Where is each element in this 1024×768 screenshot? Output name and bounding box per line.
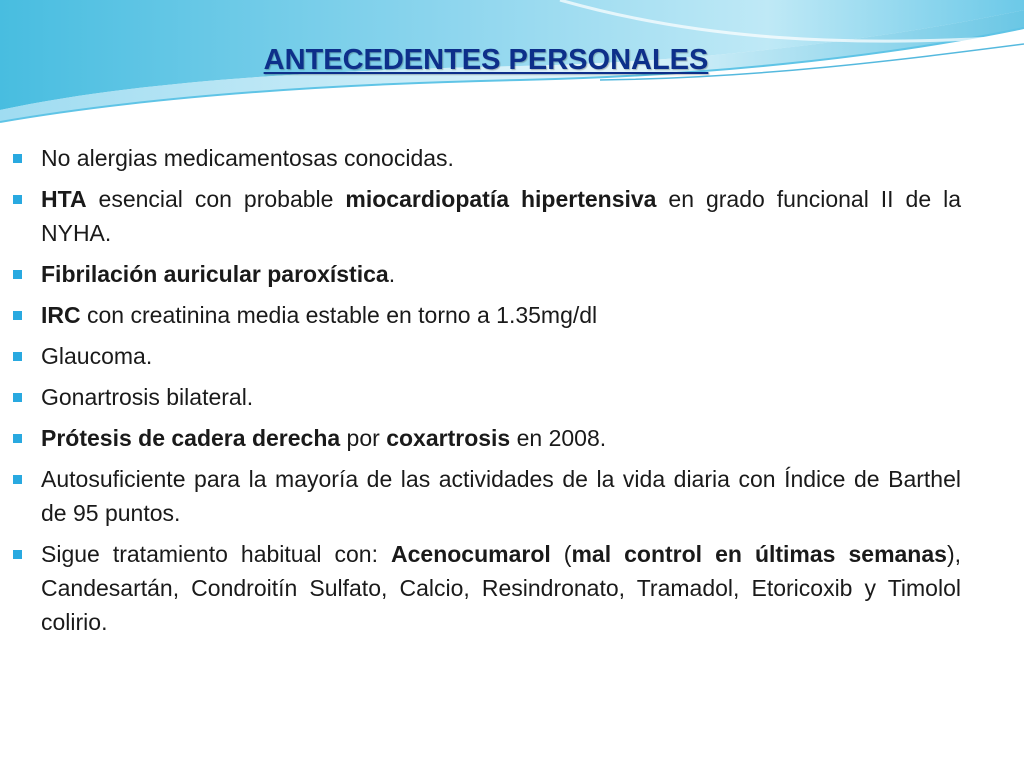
bullet-text-bold: HTA: [41, 186, 87, 212]
bullet-item: [13, 257, 961, 291]
slide-title: ANTECEDENTES PERSONALES: [263, 44, 709, 76]
bullet-text: Autosuficiente para la mayoría de las actividades de la vida diaria con Índice de Barthel de 95 puntos.: [41, 466, 961, 526]
bullet-text-bold: Prótesis de cadera derecha: [41, 425, 341, 451]
square-bullet-icon: [13, 195, 22, 204]
bullet-text: No alergias medicamentosas conocidas.: [41, 145, 454, 171]
bullet-item: [13, 141, 961, 175]
bullet-text: en 2008.: [510, 425, 607, 451]
bullet-item: [13, 421, 961, 455]
bullet-text-bold: mal control en últimas semanas: [571, 541, 947, 567]
bullet-text: esencial con probable: [86, 186, 346, 212]
bullet-text: Gonartrosis bilateral.: [41, 384, 254, 410]
bullet-text: Sigue tratamiento habitual con:: [41, 541, 392, 567]
square-bullet-icon: [13, 270, 22, 279]
square-bullet-icon: [13, 434, 22, 443]
square-bullet-icon: [13, 475, 22, 484]
bullet-text-bold: IRC: [41, 302, 81, 328]
square-bullet-icon: [13, 550, 22, 559]
square-bullet-icon: [13, 352, 22, 361]
bullet-text-bold: miocardiopatía hipertensiva: [345, 186, 657, 212]
bullet-item: [13, 298, 961, 332]
bullet-text-bold: coxartrosis: [386, 425, 511, 451]
bullet-text-bold: Fibrilación auricular paroxística: [41, 261, 389, 287]
bullet-item: [13, 537, 961, 639]
bullet-text: .: [388, 261, 396, 287]
bullet-text: con creatinina media estable en torno a 1.35mg/dl: [80, 302, 598, 328]
bullet-text: Glaucoma.: [41, 343, 153, 369]
bullet-list: [13, 141, 961, 646]
square-bullet-icon: [13, 154, 22, 163]
bullet-text: por: [340, 425, 387, 451]
square-bullet-icon: [13, 393, 22, 402]
bullet-text: (: [550, 541, 572, 567]
bullet-text: ), Candesartán, Condroitín Sulfato, Calcio, Resindronato, Tramadol, Etoricoxib y Timolol colirio.: [41, 541, 962, 635]
bullet-item: [13, 339, 961, 373]
bullet-item: [13, 182, 961, 250]
bullet-text: en grado funcional II de la NYHA.: [41, 186, 961, 246]
bullet-item: [13, 462, 961, 530]
bullet-item: [13, 380, 961, 414]
square-bullet-icon: [13, 311, 22, 320]
bullet-text-bold: Acenocumarol: [391, 541, 551, 567]
